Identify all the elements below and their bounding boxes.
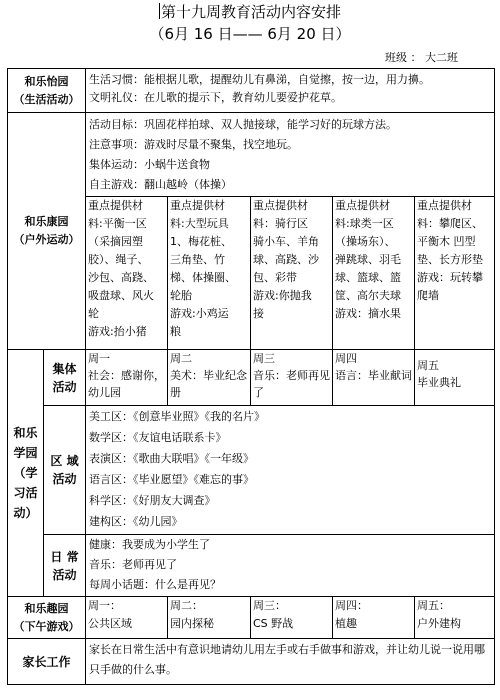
- group-day-1: 周一 社会：感谢你，幼儿园: [86, 350, 168, 406]
- class-label: 班级 ： 大二班: [385, 51, 458, 64]
- life-habit: 生活习惯：能根据儿歌，提醒幼儿有鼻涕，自觉擦，按一边，用力擤。: [89, 73, 430, 86]
- materials-cell-1: 重点提供材 料:平衡一区 （采摘园塑 胶）、绳子、 沙包、高跷、 吸盘球、风火 轮 游戏:抬小猪: [86, 197, 168, 350]
- life-label: 和乐怡园 （生活活动）: [8, 69, 86, 113]
- area-activity-row: [8, 406, 495, 535]
- outdoor-info: [86, 113, 495, 197]
- outdoor-free-game: 自主游戏：翻山越岭（体操）: [89, 178, 232, 191]
- group-activity-label: 集体 活动: [44, 350, 86, 406]
- fun-day-4: 周四： 植趣: [333, 597, 415, 639]
- date-range: （6月 16 日—— 6月 20 日）: [149, 25, 351, 43]
- group-activity-row: [8, 350, 495, 406]
- life-etiquette: 文明礼仪：在儿歌的提示下，教育幼儿要爱护花草。: [89, 91, 342, 104]
- outdoor-info-row: [8, 113, 495, 197]
- outdoor-label: 和乐康园 （户外运动）: [8, 113, 86, 350]
- group-day-4: 周四 语言：毕业献词: [333, 350, 415, 406]
- fun-day-5: 周五： 户外建构: [415, 597, 495, 639]
- area-activity-label: 区 域 活动: [44, 406, 86, 535]
- learning-label: 和乐 学园 （学 习活 动）: [8, 350, 44, 597]
- outdoor-goal: 活动目标：巩固花样拍球、双人抛接球，能学习好的玩球方法。: [89, 118, 397, 131]
- outdoor-note: 注意事项：游戏时尽量不聚集，找空地玩。: [89, 138, 298, 151]
- area-activity-list: 美工区：《创意毕业照》《我的名片》 数学区：《友谊电话联系卡》 表演区：《歌曲大联唱》《一年级》 语言区：《毕业愿望》《难忘的事》 科学区：《好朋友大调查》 建构区：《幼儿园》: [86, 406, 495, 535]
- parent-text: 家长在日常生活中有意识地请幼儿用左手或右手做事和游戏，并让幼儿说一说用哪只手做的什么事。: [86, 639, 495, 685]
- materials-cell-3: 重点提供材 料：骑行区 骑小车、羊角 球、高跷、沙 包、彩带 游戏:你抛我 接: [251, 197, 333, 350]
- fun-day-2: 周二： 园内探秘: [168, 597, 251, 639]
- fun-day-1: 周一： 公共区域: [86, 597, 168, 639]
- daily-activity-row: [8, 535, 495, 597]
- schedule-table: [7, 68, 495, 685]
- fun-day-3: 周三： CS 野战: [251, 597, 333, 639]
- materials-cell-5: 重点提供材 料：攀爬区、 平衡木 凹型 垫、长方形垫 游戏：玩转攀 爬墙: [415, 197, 495, 350]
- daily-activity-label: 日 常 活动: [44, 535, 86, 597]
- group-day-5: 周五 毕业典礼: [415, 350, 495, 406]
- group-day-3: 周三 音乐：老师再见了: [251, 350, 333, 406]
- materials-cell-4: 重点提供材 料:球类一区 （操场东）、 弹跳球、羽毛 球、篮球、篮 筐、高尔夫球 游戏：摘水果: [333, 197, 415, 350]
- life-row: [8, 69, 495, 113]
- life-content: [86, 69, 495, 113]
- parent-label: 家长工作: [8, 639, 86, 685]
- text-cursor: [159, 3, 160, 19]
- parent-row: [8, 639, 495, 685]
- fun-row: [8, 597, 495, 639]
- daily-activity-list: 健康：我要成为小学生了 音乐：老师再见了 每周小话题：什么是再见？: [86, 535, 495, 597]
- group-day-2: 周二 美术：毕业纪念册: [168, 350, 251, 406]
- outdoor-group-game: 集体运动：小蜗牛送食物: [89, 158, 210, 171]
- document-title: 第十九周教育活动内容安排: [160, 3, 341, 21]
- fun-label: 和乐趣园 （下午游戏）: [8, 597, 86, 639]
- materials-cell-2: 重点提供材 料:大型玩具 1、梅花桩、 三角垫、竹 梯、体操圈、 轮胎 游戏:小鸡运 粮: [168, 197, 251, 350]
